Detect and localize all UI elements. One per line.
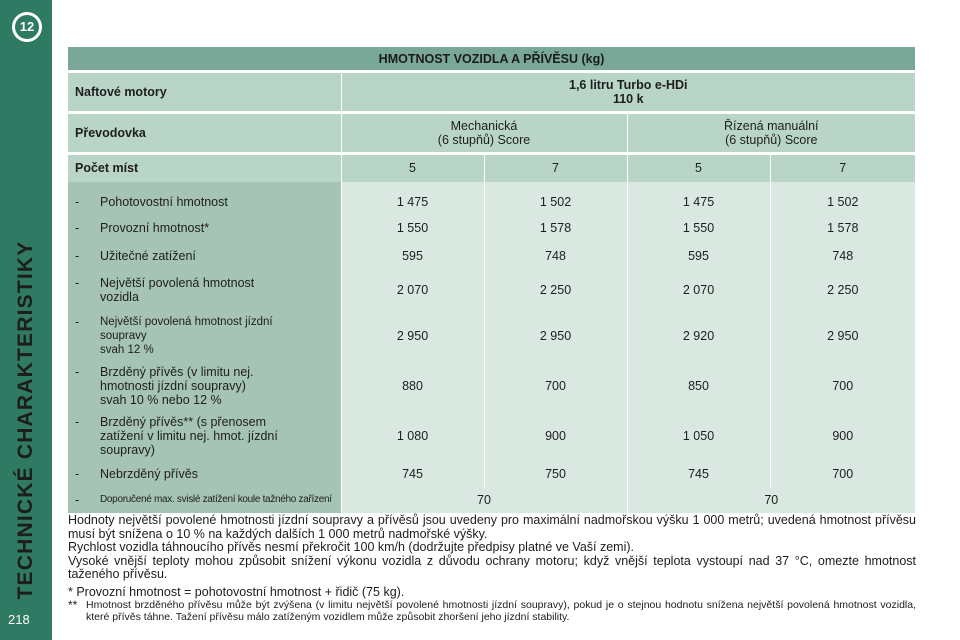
seats-row: [68, 154, 915, 182]
table-row: [68, 461, 915, 488]
row-dash: -: [75, 493, 80, 507]
seats-value: 5: [627, 154, 770, 182]
row-label: [68, 215, 341, 242]
row-label: [68, 461, 341, 488]
footnote-mark: **: [68, 598, 78, 612]
hitch-load-row: [68, 488, 915, 513]
table-title-row: [68, 47, 915, 72]
gearbox-option-line1: Mechanická: [450, 119, 518, 133]
note-temperature: Vysoké vnější teploty mohou způsobit snížení výkonu vozidla z důvodu ochrany motoru; když vnější teplota vystoupí nad 37 °C, omezte hmotnost taženého přívěsu.: [68, 553, 916, 581]
row-value: 700: [770, 362, 915, 411]
row-value: 1 475: [341, 189, 484, 215]
row-value: 750: [484, 461, 627, 488]
row-value: 850: [627, 362, 770, 411]
row-value: 1 080: [341, 411, 484, 461]
row-value: 1 502: [770, 189, 915, 215]
row-label-text: Největší povolená hmotnost jízdní soupravy svah 12 %: [100, 316, 273, 356]
hitch-load-label: [68, 488, 341, 513]
row-value: 1 502: [484, 189, 627, 215]
row-value: 2 920: [627, 311, 770, 362]
engine-value: [341, 72, 915, 113]
row-label: [68, 189, 341, 215]
row-label: [68, 411, 341, 461]
row-label-text: Nebrzděný přívěs: [100, 467, 198, 481]
row-value: 2 950: [341, 311, 484, 362]
row-value: 595: [627, 242, 770, 270]
row-label-text: Užitečné zatížení: [100, 248, 196, 263]
row-value: 1 550: [627, 215, 770, 242]
chapter-title: TECHNICKÉ CHARAKTERISTIKY: [14, 240, 37, 600]
weight-table-container: [68, 47, 915, 513]
row-label-text: Pohotovostní hmotnost: [100, 194, 228, 209]
footnote-text: Hmotnost brzděného přívěsu může být zvýšena (v limitu největší povolené hmotnosti jízdní soupravy), pokud je o stejnou hodnotu snížena největší povolená hmotnost vozidla, které přívěs táhne. Tažení přívěsu málo zatíženým vozidlem může způsobit zhoršení jeho jízdní stability.: [86, 599, 916, 623]
row-value: 2 950: [770, 311, 915, 362]
row-value: 1 578: [484, 215, 627, 242]
seats-value: 7: [770, 154, 915, 182]
row-value: 745: [627, 461, 770, 488]
row-label-text: Provozní hmotnost*: [100, 221, 210, 235]
gearbox-option-automated: [627, 113, 915, 154]
row-label-text: Doporučené max. svislé zatížení koule tažného zařízení: [100, 494, 332, 505]
table-row: [68, 311, 915, 362]
engine-row: [68, 72, 915, 113]
seats-value: 5: [341, 154, 484, 182]
row-dash: -: [75, 194, 80, 209]
row-label: [68, 311, 341, 362]
row-value: 2 070: [627, 270, 770, 311]
row-dash: -: [75, 315, 80, 329]
row-dash: -: [75, 276, 80, 290]
hitch-load-value: 70: [341, 488, 627, 513]
row-label: [68, 270, 341, 311]
engine-label: Naftové motory: [68, 72, 341, 113]
table-row: [68, 362, 915, 411]
row-value: 1 475: [627, 189, 770, 215]
footnote-operating-weight: * Provozní hmotnost = pohotovostní hmotnost + řidič (75 kg).: [68, 584, 405, 599]
row-value: 2 950: [484, 311, 627, 362]
seats-label: Počet míst: [68, 154, 341, 182]
row-value: 1 050: [627, 411, 770, 461]
row-value: 900: [770, 411, 915, 461]
row-value: 2 250: [484, 270, 627, 311]
gearbox-option-line2: (6 stupňů) Score: [725, 133, 818, 147]
table-row: [68, 242, 915, 270]
gearbox-option-mechanical: [341, 113, 627, 154]
table-row: [68, 215, 915, 242]
row-value: 900: [484, 411, 627, 461]
row-value: 880: [341, 362, 484, 411]
engine-value-line1: 1,6 litru Turbo e-HDi: [569, 78, 688, 92]
gearbox-label: Převodovka: [68, 113, 341, 154]
table-row: [68, 411, 915, 461]
row-label-text: Brzděný přívěs** (s přenosem zatížení v limitu nej. hmot. jízdní soupravy): [100, 414, 278, 457]
chapter-number-badge: [12, 12, 42, 42]
seats-value: 7: [484, 154, 627, 182]
row-label: [68, 242, 341, 270]
row-dash: -: [75, 365, 80, 379]
row-dash: -: [75, 221, 80, 235]
gearbox-option-line1: Řízená manuální: [724, 119, 819, 133]
row-label: [68, 362, 341, 411]
row-label-text: Největší povolená hmotnost vozidla: [100, 276, 255, 304]
row-value: 2 250: [770, 270, 915, 311]
row-value: 2 070: [341, 270, 484, 311]
table-row: [68, 189, 915, 215]
row-value: 748: [484, 242, 627, 270]
table-title: HMOTNOST VOZIDLA A PŘÍVĚSU (kg): [68, 47, 915, 72]
page-number: 218: [8, 612, 30, 627]
hitch-load-value: 70: [627, 488, 915, 513]
row-value: 745: [341, 461, 484, 488]
spacer-row: [68, 182, 915, 189]
row-dash: -: [75, 248, 80, 263]
row-value: 1 550: [341, 215, 484, 242]
row-value: 700: [484, 362, 627, 411]
notes-section: [68, 514, 916, 623]
note-altitude: Hodnoty největší povolené hmotnosti jízdní soupravy a přívěsů jsou uvedeny pro maximální nadmořskou výšku 1 000 metrů; uvedená hmotnost přívěsu musí být snížena o 10 % na každých dalších 1 000 metrů nadmořské výšky.: [68, 513, 916, 541]
row-dash: -: [75, 467, 80, 481]
row-label-text: Brzděný přívěs (v limitu nej. hmotnosti jízdní soupravy) svah 10 % nebo 12 %: [100, 365, 254, 407]
footnote-braked-trailer: [68, 599, 916, 623]
gearbox-row: [68, 113, 915, 154]
gearbox-option-line2: (6 stupňů) Score: [437, 133, 531, 147]
row-dash: -: [75, 414, 80, 429]
note-speed: Rychlost vozidla táhnoucího přívěs nesmí překročit 100 km/h (dodržujte předpisy platné ve Vaší zemi).: [68, 540, 635, 554]
engine-value-line2: 110 k: [612, 92, 644, 106]
row-value: 748: [770, 242, 915, 270]
table-row: [68, 270, 915, 311]
chapter-number: 12: [15, 15, 39, 39]
row-value: 595: [341, 242, 484, 270]
row-value: 1 578: [770, 215, 915, 242]
weight-table: [68, 47, 915, 513]
row-value: 700: [770, 461, 915, 488]
